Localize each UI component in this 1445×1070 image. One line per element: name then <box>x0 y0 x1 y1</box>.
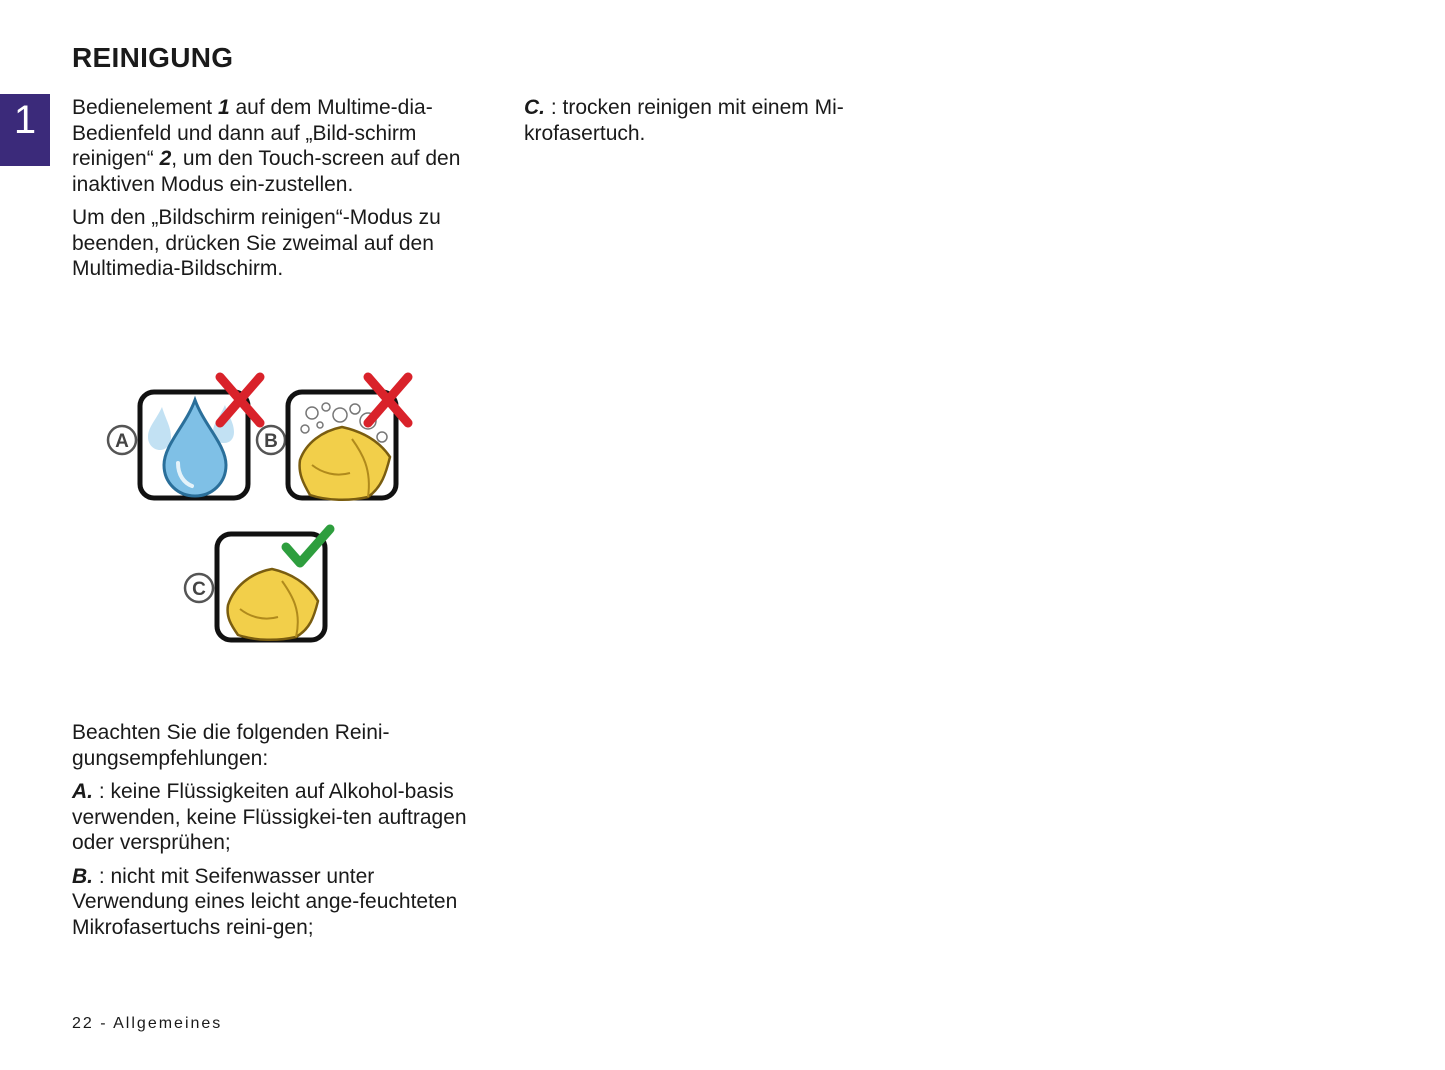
exit-mode-paragraph: Um den „Bildschirm reinigen“-Modus zu beenden, drücken Sie zweimal auf den Multimedia-Bildschirm. <box>72 206 441 280</box>
ref-number-2: 2 <box>159 147 172 170</box>
section-title: REINIGUNG <box>72 42 234 73</box>
recommendation-b: B. : nicht mit Seifenwasser unter Verwendung eines leicht ange-feuchteten Mikrofasertuchs reini-gen; <box>72 864 458 939</box>
badge-b: B <box>264 431 278 452</box>
right-column <box>524 95 914 154</box>
chapter-tab <box>0 94 50 166</box>
ref-number-1: 1 <box>217 96 230 119</box>
label-b: B. <box>72 864 93 888</box>
recommendations-intro: Beachten Sie die folgenden Reini-gungsempfehlungen: <box>72 721 390 770</box>
panel-a <box>108 377 260 498</box>
label-a: A. <box>72 780 93 803</box>
badge-a: A <box>115 431 129 452</box>
recommendation-a: A. : keine Flüssigkeiten auf Alkohol-basis verwenden, keine Flüssigkei-ten auftragen oder versprühen; <box>72 780 467 854</box>
label-c: C. <box>524 96 545 119</box>
instruction-paragraph: Bedienelement 1 auf dem Multime-dia-Bedienfeld und dann auf „Bild-schirm reinigen“ 2, um den Touch-screen auf den inaktiven Modus ein-zustellen. <box>72 96 461 196</box>
left-column-bottom <box>72 720 482 948</box>
chapter-number: 1 <box>13 98 37 142</box>
page-footer: 22 - Allgemeines <box>72 1015 223 1032</box>
panel-b <box>257 377 408 500</box>
left-column-top <box>72 95 482 290</box>
recommendation-c: C. : trocken reinigen mit einem Mi-krofasertuch. <box>524 96 844 145</box>
panel-c <box>185 529 330 640</box>
cleaning-illustration <box>100 365 420 655</box>
badge-c: C <box>192 579 206 600</box>
